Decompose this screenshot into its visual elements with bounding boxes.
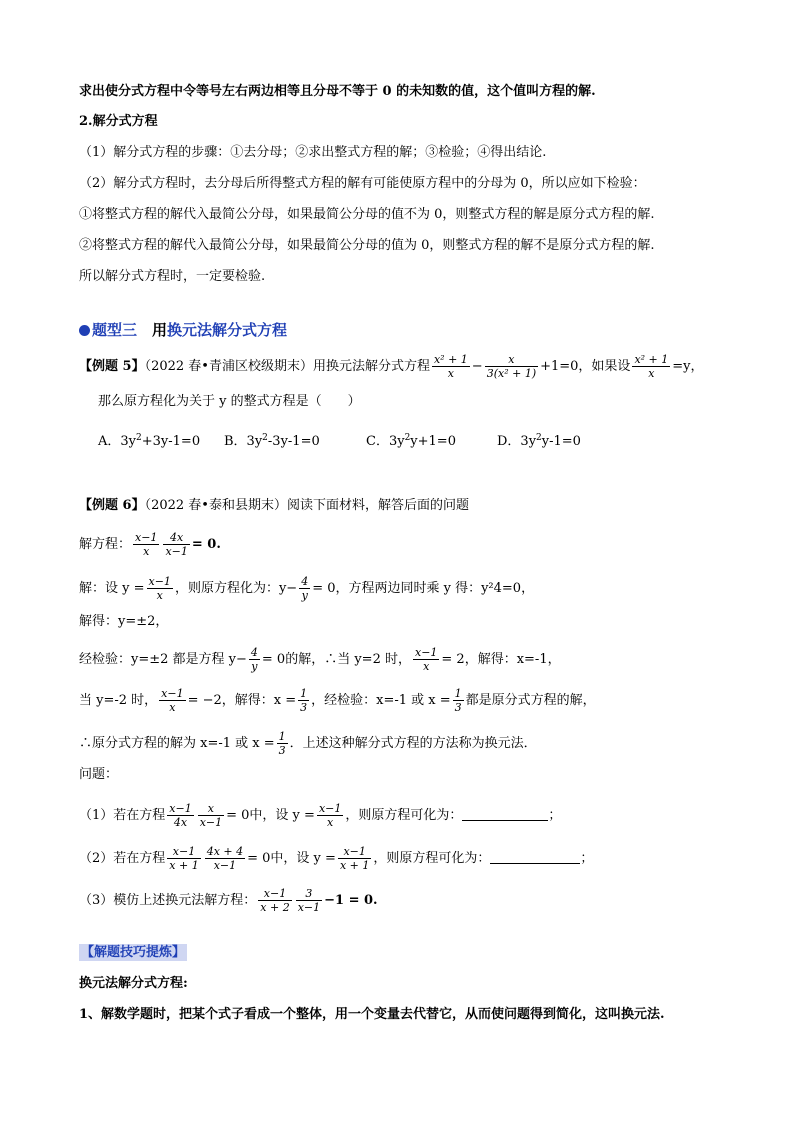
heading-solve-fractional-equation: 2.解分式方程 — [79, 114, 158, 129]
when2-fraction: $\frac{x-1}{x}$ — [161, 687, 184, 714]
section-title: 换元法解分式方程 — [167, 321, 288, 339]
example-6-when-y-neg2: 当 y=-2 时， $\frac{x-1}{x}$ = −2，解得：x = $\frac{1}{3}$ ，经检验：x=-1 或 x = $\frac{1}{3}$ 都是原分式方程的解， — [79, 687, 596, 714]
question-3: （3）模仿上述换元法解方程： $\frac{x-1}{x + 2}$ $\frac{3}{x-1}$ −1 = 0. — [79, 887, 378, 914]
option-a[interactable]: A．$3y^2+3y-1=0$ — [98, 433, 201, 449]
example-5-line-1: 【例题 5】（2022 春•青浦区校级期末）用换元法解分式方程 $\frac{\text{x² + 1}}{x}$ − $\frac{x}{\text{3(x² + 1)}}$ +1=0，如果设 $\frac{\text{x² + 1}}{x}$ =y， — [79, 353, 704, 380]
one-third-fraction: $\frac{1}{3}$ — [300, 687, 308, 714]
example-6-tag: 【例题 6】 — [79, 498, 145, 513]
section-heading — [79, 321, 287, 339]
fraction-1: $\frac{\text{x² + 1}}{x}$ — [433, 353, 468, 380]
check-rule-2: ②将整式方程的解代入最简公分母，如果最简公分母的值为 0，则整式方程的解不是原分式方程的解. — [79, 238, 655, 253]
q2-fraction-2: $\frac{4x + 4}{x-1}$ — [206, 845, 244, 872]
fraction-3: $\frac{\text{x² + 1}}{x}$ — [634, 353, 669, 380]
eq-fraction-2: $\frac{4x}{x-1}$ — [165, 531, 188, 558]
q2-fraction-1: $\frac{x-1}{x + 1}$ — [169, 845, 199, 872]
four-over-y-fraction: $\frac{4}{y}$ — [301, 575, 309, 602]
tips-title: 换元法解分式方程: — [79, 976, 188, 991]
example-6-check: 经检验：y=±2 都是方程 y− $\frac{4}{y}$ = 0的解，∴当 y=2 时， $\frac{x-1}{x}$ = 2，解得：x=-1， — [79, 646, 561, 673]
answer-blank-1[interactable] — [462, 820, 548, 821]
one-third-fraction-3: $\frac{1}{3}$ — [278, 730, 286, 757]
answer-blank-2[interactable] — [490, 863, 580, 864]
question-2: （2）若在方程 $\frac{x-1}{x + 1}$ $\frac{4x + 4}{x-1}$ = 0中，设 y = $\frac{x-1}{x + 1}$ ，则原方程可化为： ； — [79, 845, 594, 872]
step-list-2: （2）解分式方程时，去分母后所得整式方程的解有可能使原方程中的分母为 0，所以应如下检验： — [79, 176, 646, 191]
check-rule-1: ①将整式方程的解代入最简公分母，如果最简公分母的值不为 0，则整式方程的解是原分式方程的解. — [79, 207, 655, 222]
section-label-b: 用 — [152, 321, 168, 339]
step-list-1: （1）解分式方程的步骤：①去分母；②求出整式方程的解；③检验；④得出结论. — [79, 145, 547, 160]
example-5-source: （2022 春•青浦区校级期末）用换元法解分式方程 — [144, 359, 430, 374]
question-label: 问题： — [79, 767, 119, 782]
sub-fraction: $\frac{x-1}{x}$ — [148, 575, 171, 602]
fraction-2: $\frac{x}{\text{3(x² + 1)}}$ — [486, 353, 537, 380]
tips-tag: 【解题技巧提炼】 — [81, 945, 186, 960]
option-b[interactable]: B．$3y^2-3y-1=0$ — [224, 433, 320, 449]
example-6-equation: 解方程： $\frac{x-1}{x}$ $\frac{4x}{x-1}$ = 0. — [79, 531, 221, 558]
q3-fraction-2: $\frac{3}{x-1}$ — [297, 887, 321, 914]
example-5-tail-2: =y， — [672, 359, 704, 374]
option-d[interactable]: D．$3y^2y-1=0$ — [497, 433, 581, 449]
bullet-dot-icon — [79, 325, 90, 336]
example-5-tail-1: +1=0，如果设 — [540, 359, 631, 374]
section-label: 题型三 — [92, 321, 138, 339]
example-6-result: 解得：y=±2， — [79, 614, 169, 629]
q2-fraction-3: $\frac{x-1}{x + 1}$ — [339, 845, 370, 872]
q3-fraction-1: $\frac{x-1}{x + 2}$ — [260, 887, 290, 914]
eq-fraction-1: $\frac{x-1}{x}$ — [135, 531, 158, 558]
q1-fraction-1: $\frac{x-1}{4x}$ — [169, 802, 192, 829]
example-6-source: （2022 春•泰和县期末）阅读下面材料，解答后面的问题 — [144, 498, 469, 513]
option-c[interactable]: C．$3y^2y+1=0$ — [366, 433, 456, 449]
tips-point-1: 1、解数学题时，把某个式子看成一个整体，用一个变量去代替它，从而使问题得到简化，这叫换元法. — [79, 1007, 665, 1022]
example-5-question: 那么原方程化为关于 y 的整式方程是（ ） — [98, 394, 361, 409]
example-6-heading — [79, 497, 469, 515]
one-third-fraction-2: $\frac{1}{3}$ — [454, 687, 462, 714]
q1-fraction-2: $\frac{x}{x-1}$ — [199, 802, 223, 829]
example-6-conclusion: ∴原分式方程的解为 x=-1 或 x = $\frac{1}{3}$ ．上述这种解分式方程的方法称为换元法． — [79, 730, 537, 757]
summary-text: 所以解分式方程时，一定要检验. — [79, 269, 266, 284]
check-fraction-2: $\frac{x-1}{x}$ — [414, 646, 438, 673]
q1-fraction-3: $\frac{x-1}{x}$ — [318, 802, 342, 829]
definition-text: 求出使分式方程中令等号左右两边相等且分母不等于 0 的未知数的值，这个值叫方程的解. — [79, 84, 596, 99]
check-fraction-1: $\frac{4}{y}$ — [250, 646, 258, 673]
example-6-substitution: 解：设 y = $\frac{x-1}{x}$ ，则原方程化为：y− $\frac{4}{y}$ = 0，方程两边同时乘 y 得：y²4=0， — [79, 575, 535, 602]
example-5-tag: 【例题 5】 — [79, 359, 145, 374]
question-1: （1）若在方程 $\frac{x-1}{4x}$ $\frac{x}{x-1}$ = 0中，设 y = $\frac{x-1}{x}$ ，则原方程可化为： ； — [79, 802, 562, 829]
